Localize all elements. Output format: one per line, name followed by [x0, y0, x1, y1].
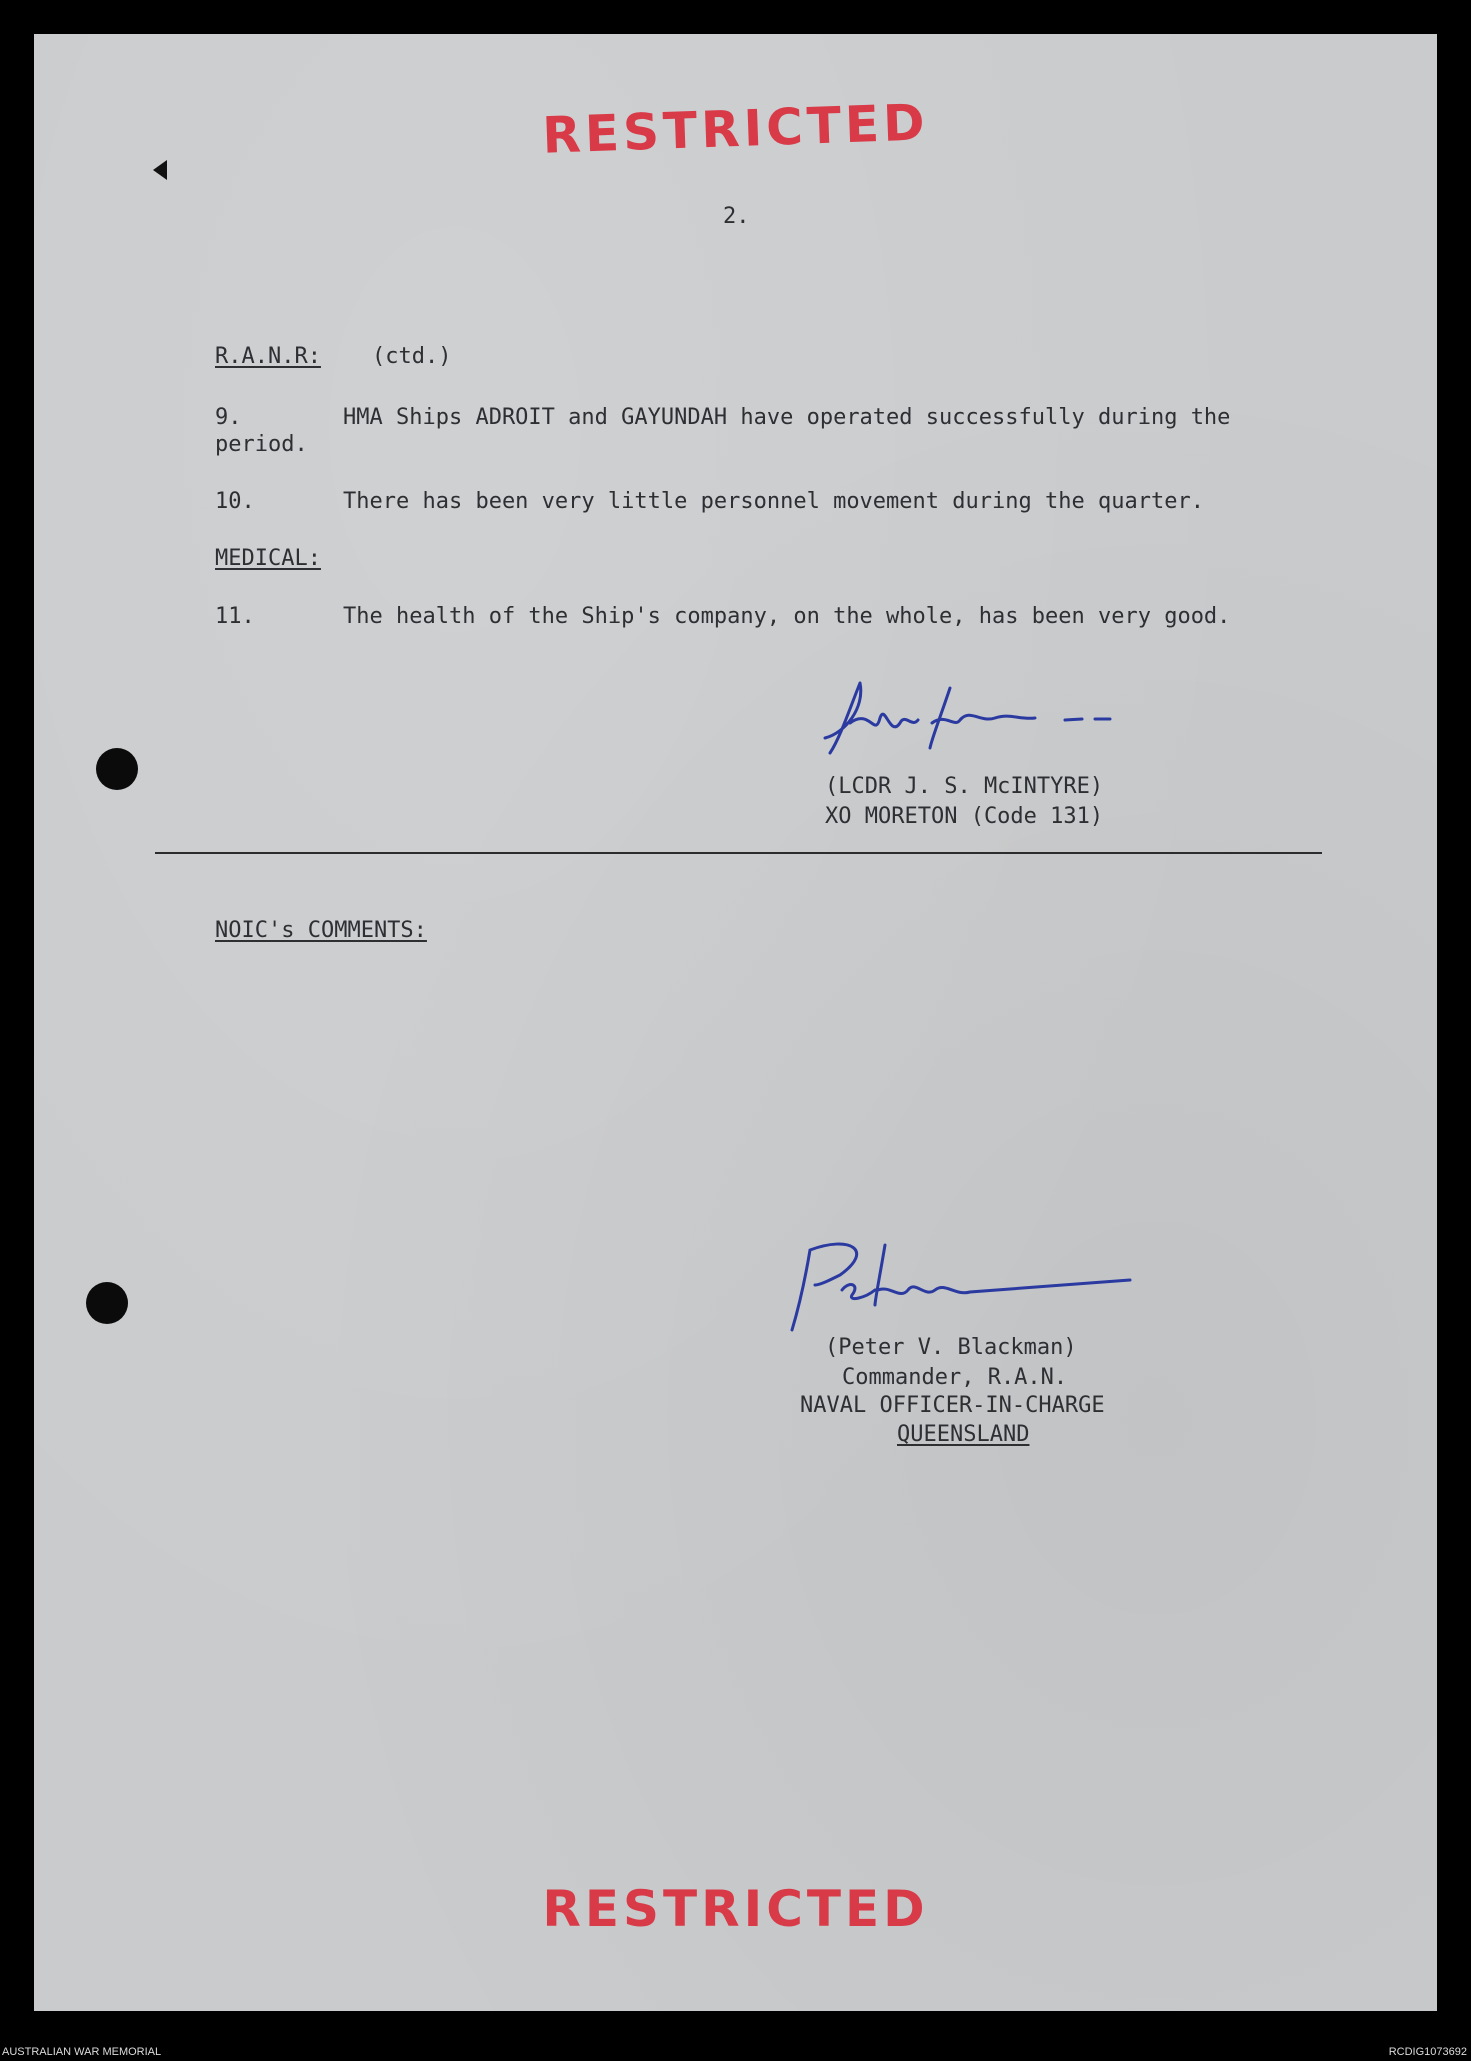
- restricted-stamp-bottom: RESTRICTED: [542, 1880, 929, 1938]
- footer-source: AUSTRALIAN WAR MEMORIAL: [2, 2046, 162, 2058]
- punch-hole-upper: [96, 748, 138, 790]
- page-notch: [153, 160, 167, 180]
- page-number: 2.: [723, 204, 750, 229]
- divider-line: [155, 852, 1322, 854]
- para-9-line2: period.: [215, 432, 308, 457]
- signature-1-title: XO MORETON (Code 131): [825, 804, 1104, 829]
- para-10-number: 10.: [215, 489, 255, 514]
- noic-comments-heading: NOIC's COMMENTS:: [215, 918, 427, 943]
- ranr-ctd: (ctd.): [372, 344, 452, 369]
- footer-id: RCDIG1073692: [1388, 2046, 1467, 2058]
- signature-2-name: (Peter V. Blackman): [825, 1335, 1077, 1360]
- document-page: [34, 34, 1437, 2011]
- signature-2-title: NAVAL OFFICER-IN-CHARGE: [800, 1393, 1105, 1418]
- signature-mcintyre: [820, 668, 1240, 768]
- medical-heading: MEDICAL:: [215, 546, 321, 571]
- signature-2-rank: Commander, R.A.N.: [842, 1365, 1068, 1390]
- para-9-line1: HMA Ships ADROIT and GAYUNDAH have operated successfully during the: [343, 405, 1231, 430]
- signature-2-region: QUEENSLAND: [897, 1422, 1030, 1447]
- para-10-line1: There has been very little personnel movement during the quarter.: [343, 489, 1204, 514]
- punch-hole-lower: [86, 1282, 128, 1324]
- para-9-number: 9.: [215, 405, 242, 430]
- restricted-stamp-top: RESTRICTED: [541, 93, 930, 165]
- para-11-line1: The health of the Ship's company, on the whole, has been very good.: [343, 604, 1231, 629]
- para-11-number: 11.: [215, 604, 255, 629]
- signature-blackman: [780, 1230, 1200, 1340]
- ranr-heading: R.A.N.R:: [215, 344, 321, 369]
- signature-1-name: (LCDR J. S. McINTYRE): [825, 774, 1104, 799]
